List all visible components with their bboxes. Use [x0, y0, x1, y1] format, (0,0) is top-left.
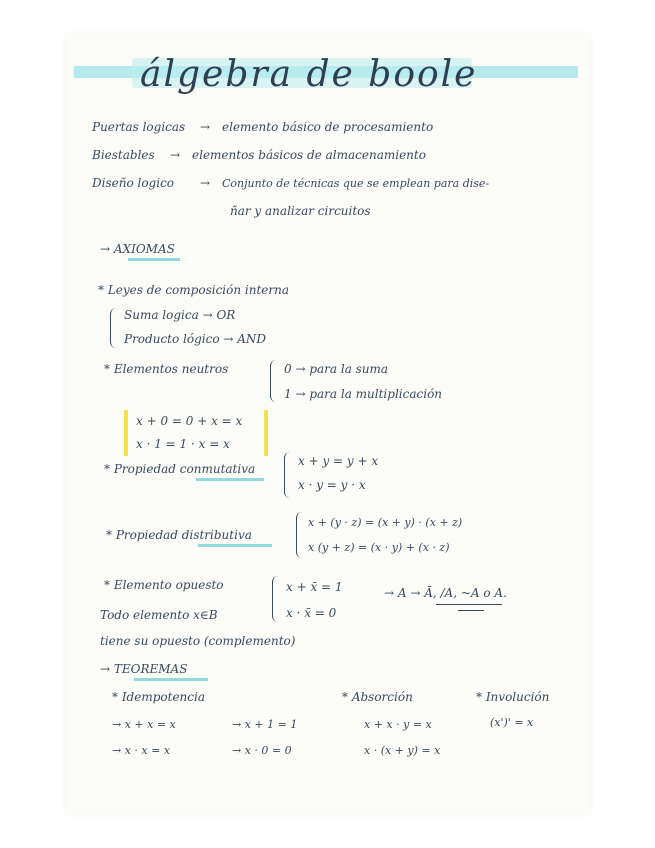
- definition-arrow: →: [170, 148, 181, 162]
- definition-term: Diseño logico: [92, 176, 175, 190]
- definition-desc: elementos básicos de almacenamiento: [192, 148, 426, 162]
- definition-arrow: →: [200, 176, 211, 190]
- opuesto-brace: [272, 576, 281, 622]
- tiene-opuesto: tiene su opuesto (complemento): [100, 634, 296, 648]
- neutros-brace: [270, 360, 279, 402]
- axiomas-underline: [128, 258, 180, 261]
- producto-logico: Producto lógico → AND: [124, 332, 267, 346]
- conmutativa-brace: [284, 452, 293, 498]
- conmutativa-label: * Propiedad conmutativa: [104, 462, 256, 476]
- absorcion-formula: x · (x + y) = x: [364, 744, 441, 757]
- distributiva-label: * Propiedad distributiva: [106, 528, 252, 542]
- notation-underline: [458, 610, 484, 611]
- todo-elemento: Todo elemento x∈B: [100, 608, 218, 622]
- idempotencia-label: * Idempotencia: [112, 690, 205, 704]
- absorcion-formula: x + x · y = x: [364, 718, 432, 731]
- conmutativa-formula: x + y = y + x: [298, 454, 379, 468]
- involucion-label: * Involución: [476, 690, 550, 704]
- definition-desc: Conjunto de técnicas que se emplean para dise-: [222, 177, 490, 190]
- idempotencia-formula: → x + 1 = 1: [232, 718, 298, 731]
- conmutativa-formula: x · y = y · x: [298, 478, 366, 492]
- distributiva-formula: x (y + z) = (x · y) + (x · z): [308, 541, 450, 554]
- involucion-formula: (x')' = x: [490, 716, 534, 729]
- neutro-formula: x · 1 = 1 · x = x: [136, 437, 230, 451]
- distributiva-brace: [296, 512, 305, 558]
- opuesto-label: * Elemento opuesto: [104, 578, 224, 592]
- neutro-multiplicacion: 1 → para la multiplicación: [284, 387, 443, 401]
- neutro-formula: x + 0 = 0 + x = x: [136, 414, 243, 428]
- definition-desc-continued: ñar y analizar circuitos: [230, 204, 371, 218]
- distributiva-formula: x + (y · z) = (x + y) · (x + z): [308, 516, 463, 529]
- definition-desc: elemento básico de procesamiento: [222, 120, 434, 134]
- conmutativa-underline: [196, 478, 264, 481]
- idempotencia-formula: → x · 0 = 0: [232, 744, 292, 757]
- idempotencia-formula: → x · x = x: [112, 744, 171, 757]
- leyes-brace: [110, 308, 119, 348]
- leyes-label: * Leyes de composición interna: [98, 283, 289, 297]
- distributiva-underline: [198, 544, 272, 547]
- complement-notation: → A → Ā, /A, ~A o A.: [384, 586, 507, 600]
- teoremas-heading: → TEOREMAS: [100, 662, 188, 676]
- axiomas-heading: → AXIOMAS: [100, 242, 175, 256]
- neutro-suma: 0 → para la suma: [284, 362, 389, 376]
- page-title: álgebra de boole: [140, 54, 478, 95]
- absorcion-label: * Absorción: [342, 690, 413, 704]
- opuesto-formula: x + x̄ = 1: [286, 580, 343, 594]
- definition-term: Biestables: [92, 148, 155, 162]
- notation-underline: [436, 604, 502, 605]
- idempotencia-formula: → x + x = x: [112, 718, 176, 731]
- definition-arrow: →: [200, 120, 211, 134]
- neutros-label: * Elementos neutros: [104, 362, 229, 376]
- definition-term: Puertas logicas: [92, 120, 186, 134]
- suma-logica: Suma logica → OR: [124, 308, 236, 322]
- teoremas-underline: [134, 678, 208, 681]
- opuesto-formula: x · x̄ = 0: [286, 606, 337, 620]
